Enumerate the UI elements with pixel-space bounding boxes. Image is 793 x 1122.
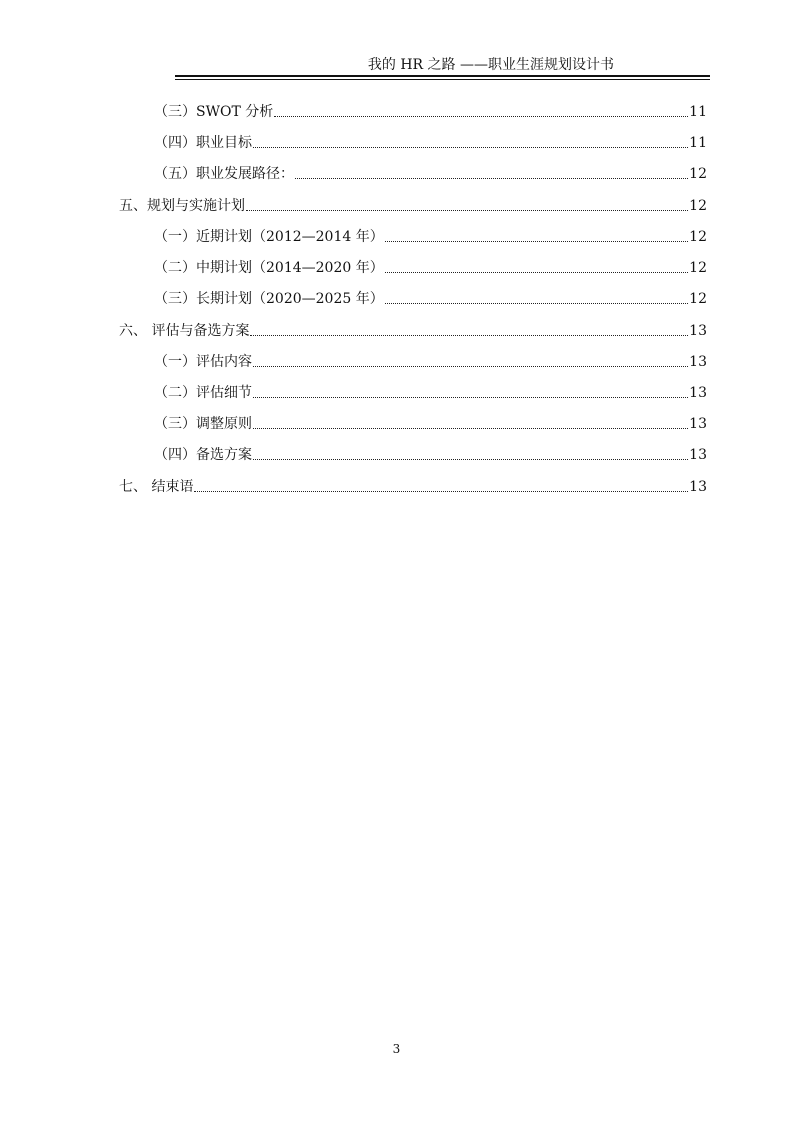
toc-entry-page: 12: [689, 229, 707, 245]
toc-entry-page: 12: [689, 260, 707, 276]
toc-entry-page: 13: [689, 354, 707, 370]
toc-entry-page: 13: [689, 416, 707, 432]
toc-entry-page: 11: [689, 135, 707, 151]
toc-entry[interactable]: [154, 288, 707, 308]
toc-entry[interactable]: [154, 132, 707, 152]
toc-leader-dots: [246, 209, 688, 211]
toc-entry[interactable]: [154, 163, 707, 183]
toc-leader-dots: [385, 240, 688, 242]
header-rule-thin: [175, 79, 710, 80]
toc-leader-dots: [253, 146, 688, 148]
page-number: 3: [392, 1042, 401, 1056]
toc-leader-dots: [194, 490, 688, 492]
toc-entry[interactable]: [119, 195, 707, 215]
toc-entry-label: （一）评估内容: [154, 354, 252, 370]
toc-leader-dots: [253, 458, 688, 460]
toc-entry-page: 11: [689, 104, 707, 120]
toc-entry-label: （五）职业发展路径：: [154, 166, 294, 182]
toc-entry-page: 12: [689, 166, 707, 182]
toc-entry[interactable]: [154, 101, 707, 121]
toc-entry-label: （三）SWOT 分析: [154, 104, 274, 120]
toc-entry[interactable]: [154, 382, 707, 402]
toc-entry[interactable]: [154, 444, 707, 464]
toc-entry-label: （三）长期计划（2020—2025 年）: [154, 291, 384, 307]
toc-entry-page: 12: [689, 198, 707, 214]
toc-leader-dots: [385, 302, 688, 304]
toc-entry-page: 12: [689, 291, 707, 307]
toc-entry-label: 七、 结束语: [119, 479, 194, 495]
header-title: 我的 HR 之路 ——职业生涯规划设计书: [367, 57, 614, 73]
toc-entry[interactable]: [154, 351, 707, 371]
toc-leader-dots: [253, 427, 688, 429]
toc-leader-dots: [253, 365, 688, 367]
toc-entry-page: 13: [689, 479, 707, 495]
toc-entry[interactable]: [119, 476, 707, 496]
toc-entry-label: （四）备选方案: [154, 447, 252, 463]
toc-entry-label: （三）调整原则: [154, 416, 252, 432]
toc-leader-dots: [274, 115, 688, 117]
toc-leader-dots: [250, 334, 688, 336]
toc-entry-label: （四）职业目标: [154, 135, 252, 151]
toc-entry-page: 13: [689, 447, 707, 463]
header-rule-thick: [175, 75, 710, 77]
toc-entry[interactable]: [154, 413, 707, 433]
toc-leader-dots: [253, 396, 688, 398]
toc-entry[interactable]: [154, 226, 707, 246]
toc-entry-page: 13: [689, 385, 707, 401]
toc-entry-label: （二）评估细节: [154, 385, 252, 401]
toc-leader-dots: [385, 271, 688, 273]
toc-entry-page: 13: [689, 323, 707, 339]
toc-entry-label: （一）近期计划（2012—2014 年）: [154, 229, 384, 245]
toc-entry-label: （二）中期计划（2014—2020 年）: [154, 260, 384, 276]
toc-entry[interactable]: [119, 320, 707, 340]
toc-entry-label: 五、规划与实施计划: [119, 198, 245, 214]
page-header: [175, 56, 710, 80]
toc-leader-dots: [295, 177, 688, 179]
toc-entry[interactable]: [154, 257, 707, 277]
toc-entry-label: 六、 评估与备选方案: [119, 323, 250, 339]
